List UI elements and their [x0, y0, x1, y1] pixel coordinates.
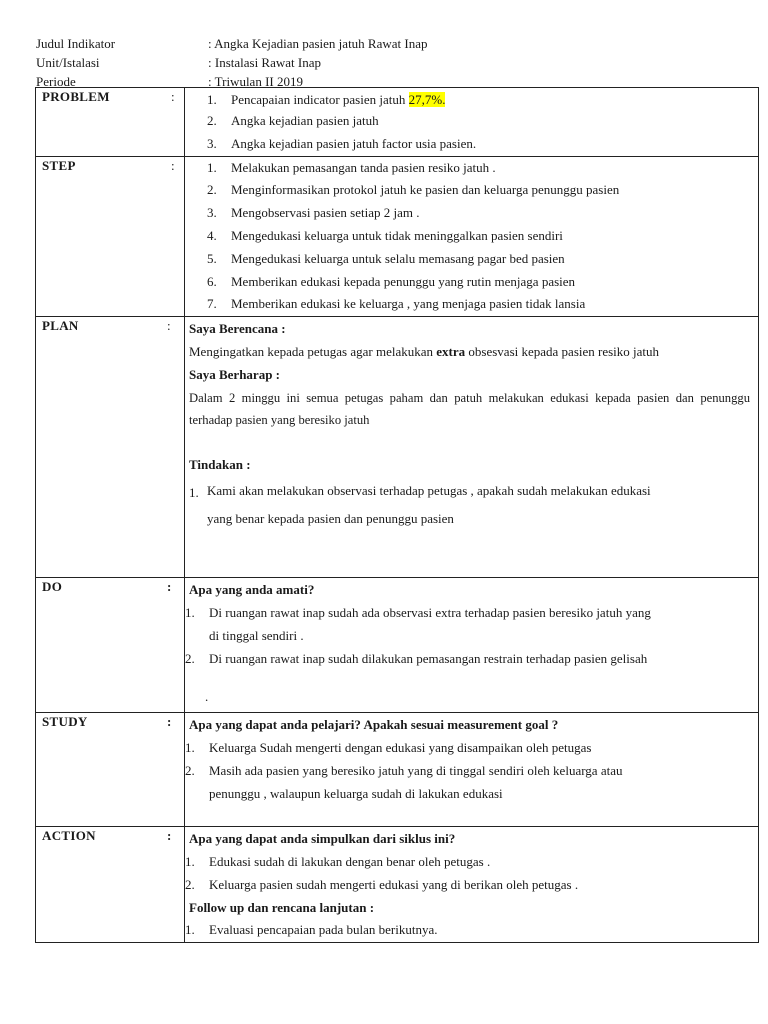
do-heading: Apa yang anda amati?	[189, 582, 315, 598]
section-colon: :	[171, 89, 175, 104]
list-number: 1.	[207, 159, 217, 175]
section-content-cell	[167, 713, 759, 827]
list-item	[185, 851, 750, 874]
section-content-cell	[171, 156, 759, 317]
plan-heading-tindakan: Tindakan :	[189, 456, 251, 472]
section-colon: :	[167, 579, 172, 595]
plan-heading-rencana: Saya Berencana :	[189, 321, 286, 337]
list-text: Di ruangan rawat inap sudah ada observasi extra terhadap pasien beresiko jatuh yang	[209, 604, 651, 620]
plan-text: obsesvasi kepada pasien resiko jatuh	[465, 343, 660, 359]
header-label: Unit/Istalasi	[36, 55, 100, 70]
problem-list	[207, 89, 750, 156]
action-heading: Apa yang dapat anda simpulkan dari siklus ini?	[189, 831, 456, 847]
list-item	[207, 202, 750, 225]
list-text: Masih ada pasien yang beresiko jatuh yang di tinggal sendiri oleh keluarga atau	[209, 762, 623, 778]
list-item	[185, 919, 750, 942]
step-section	[36, 156, 759, 317]
header-value: : Triwulan II 2019	[208, 74, 303, 89]
list-number: 1.	[185, 604, 195, 620]
list-item	[207, 157, 750, 180]
list-item	[207, 248, 750, 271]
list-text: Pencapaian indicator pasien jatuh	[231, 92, 409, 107]
plan-bold-text: extra	[436, 343, 466, 359]
plan-action-line: yang benar kepada pasien dan penunggu pasien	[207, 511, 454, 527]
list-item	[185, 760, 750, 806]
highlighted-value: 27,7%.	[408, 92, 446, 107]
list-item	[207, 293, 750, 316]
header-value: : Instalasi Rawat Inap	[208, 55, 321, 70]
list-text: Menginformasikan protokol jatuh ke pasien dan keluarga penunggu pasien	[231, 182, 620, 198]
do-list	[185, 602, 750, 670]
list-item	[207, 133, 750, 156]
trailing-mark: .	[205, 689, 209, 705]
section-content-cell	[171, 88, 759, 157]
section-content-cell	[167, 827, 759, 943]
step-list	[207, 157, 750, 317]
list-number: 6.	[207, 273, 217, 289]
list-number: 5.	[207, 250, 217, 266]
list-text: Keluarga Sudah mengerti dengan edukasi yang disampaikan oleh petugas	[209, 739, 592, 755]
header-label: Periode	[36, 74, 76, 89]
list-number: 4.	[207, 227, 217, 243]
section-title: PLAN	[36, 317, 185, 578]
list-item	[207, 179, 750, 202]
list-number: 1.	[185, 922, 195, 938]
section-colon: :	[167, 714, 172, 730]
header-row-indicator	[36, 34, 736, 53]
list-number: 7.	[207, 296, 217, 312]
list-item	[185, 737, 750, 760]
section-content-cell	[167, 578, 759, 713]
list-text: Melakukan pemasangan tanda pasien resiko jatuh .	[231, 159, 496, 175]
plan-paragraph-harapan: Dalam 2 minggu ini semua petugas paham dan patuh melakukan edukasi kepada pasien dan penunggu terhadap pasien yang beresiko jatuh	[189, 390, 750, 428]
section-title: DO	[36, 578, 185, 713]
list-number: 1.	[185, 853, 195, 869]
action-list	[185, 851, 750, 897]
list-item	[207, 110, 750, 133]
list-number: 3.	[207, 205, 217, 221]
list-number: 2.	[185, 762, 195, 778]
section-colon: :	[171, 157, 175, 173]
list-item	[185, 874, 750, 897]
study-list	[185, 737, 750, 805]
list-number: 1.	[185, 739, 195, 755]
list-text: Mengedukasi keluarga untuk tidak meninggalkan pasien sendiri	[231, 227, 563, 243]
list-item	[207, 271, 750, 294]
list-text: di tinggal sendiri .	[209, 627, 304, 643]
list-item	[185, 602, 750, 648]
problem-section	[36, 88, 759, 157]
list-text: Angka kejadian pasien jatuh	[231, 113, 379, 128]
list-item	[207, 225, 750, 248]
list-number: 1.	[207, 92, 217, 107]
plan-heading-harapan: Saya Berharap :	[189, 366, 280, 382]
document-header	[36, 34, 736, 91]
section-title: PROBLEM	[36, 88, 185, 157]
list-number: 2.	[185, 876, 195, 892]
list-text: Mengobservasi pasien setiap 2 jam .	[231, 205, 420, 221]
plan-section	[36, 317, 759, 578]
list-number: 3.	[207, 135, 217, 151]
study-heading: Apa yang dapat anda pelajari? Apakah sesuai measurement goal ?	[189, 717, 559, 733]
study-section	[36, 713, 759, 827]
list-number: 2.	[207, 113, 217, 128]
header-row-unit	[36, 53, 736, 72]
plan-paragraph-rencana	[189, 341, 750, 364]
list-text: Evaluasi pencapaian pada bulan berikutnya.	[209, 922, 438, 938]
section-title: ACTION	[36, 827, 185, 943]
followup-list	[185, 919, 750, 942]
section-title: STUDY	[36, 713, 185, 827]
list-text: penunggu , walaupun keluarga sudah di lakukan edukasi	[209, 785, 503, 801]
list-text: Memberikan edukasi ke keluarga , yang menjaga pasien tidak lansia	[231, 296, 586, 312]
list-number: 2.	[185, 650, 195, 666]
list-number: 2.	[207, 182, 217, 198]
plan-action-line: Kami akan melakukan observasi terhadap petugas , apakah sudah melakukan edukasi	[207, 483, 651, 499]
list-text: Di ruangan rawat inap sudah dilakukan pemasangan restrain terhadap pasien gelisah	[209, 650, 648, 666]
list-item	[185, 648, 750, 671]
do-section	[36, 578, 759, 713]
header-value: : Angka Kejadian pasien jatuh Rawat Inap	[208, 36, 428, 51]
list-text: Keluarga pasien sudah mengerti edukasi yang di berikan oleh petugas .	[209, 876, 579, 892]
list-text: Angka kejadian pasien jatuh factor usia pasien.	[231, 135, 477, 151]
header-label: Judul Indikator	[36, 36, 116, 51]
pdca-table	[35, 87, 759, 943]
action-section	[36, 827, 759, 943]
list-text: Memberikan edukasi kepada penunggu yang rutin menjaga pasien	[231, 273, 576, 289]
list-text: Mengedukasi keluarga untuk selalu memasang pagar bed pasien	[231, 250, 565, 266]
list-text: Edukasi sudah di lakukan dengan benar oleh petugas .	[209, 853, 491, 869]
section-title: STEP	[36, 156, 185, 317]
list-number: 1.	[189, 485, 199, 501]
list-item	[207, 89, 750, 110]
followup-heading: Follow up dan rencana lanjutan :	[189, 899, 375, 915]
section-content-cell	[167, 317, 759, 578]
plan-action-item	[189, 477, 750, 533]
section-colon: :	[167, 318, 171, 334]
section-colon: :	[167, 828, 172, 844]
plan-text: Mengingatkan kepada petugas agar melakukan	[189, 343, 437, 359]
